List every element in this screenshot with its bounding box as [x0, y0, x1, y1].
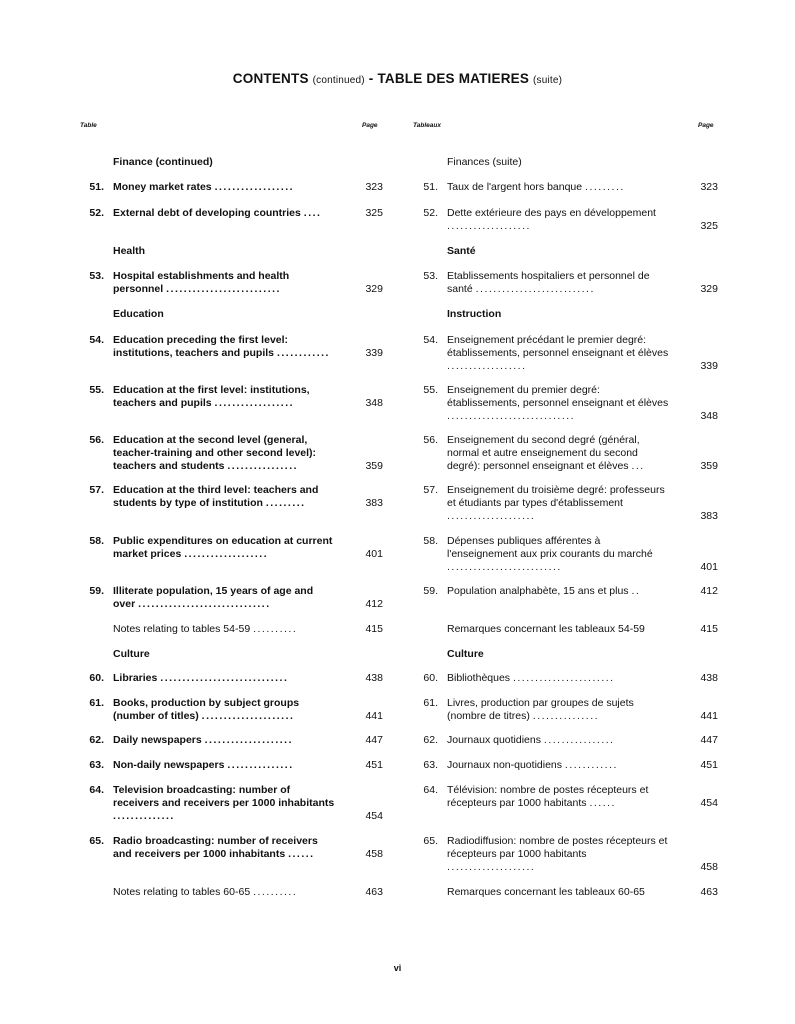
page-number-en: 454 [365, 810, 383, 822]
page-number-en: 325 [365, 207, 383, 219]
tableau-number: 56. [423, 434, 438, 446]
page-number-en: 438 [365, 672, 383, 684]
table-number: 62. [89, 734, 104, 746]
tableau-number: 60. [423, 672, 438, 684]
tableau-number: 53. [423, 270, 438, 282]
section-health-en: Health [113, 245, 146, 257]
title-fr-suffix: (suite) [533, 75, 563, 86]
tableau-number: 62. [423, 734, 438, 746]
entry-title-en[interactable]: Books, production by subject groups (number of titles) ..................... [113, 697, 300, 722]
table-number: 61. [89, 697, 104, 709]
tableau-number: 59. [423, 585, 438, 597]
entry-title-en[interactable]: Notes relating to tables 60-65 .......... [113, 886, 298, 898]
page-number-en: 339 [365, 347, 383, 359]
page-number-fr: 323 [700, 181, 718, 193]
page-number-fr: 329 [700, 283, 718, 295]
section-culture-en: Culture [113, 648, 150, 660]
page-number-fr: 325 [700, 220, 718, 232]
page-number-fr: 447 [700, 734, 718, 746]
entry-title-fr[interactable]: Enseignement du second degré (général, normal et autre enseignement du second degré): personnel enseignant et élèves ... [447, 434, 645, 472]
entry-title-en[interactable]: Television broadcasting: number of receivers and receivers per 1000 inhabitants .............. [113, 784, 335, 822]
entry-title-fr[interactable]: Livres, production par groupes de sujets (nombre de titres) ............... [447, 697, 634, 722]
title-fr: TABLE DES MATIERES [377, 71, 530, 86]
section-health-fr: Santé [447, 245, 476, 257]
page-number-en: 441 [365, 710, 383, 722]
tableau-number: 64. [423, 784, 438, 796]
page-number-en: 383 [365, 497, 383, 509]
tableau-number: 65. [423, 835, 438, 847]
table-number: 58. [89, 535, 104, 547]
page-number-en: 451 [365, 759, 383, 771]
page-number-fr: 359 [700, 460, 718, 472]
entry-title-en[interactable]: External debt of developing countries .... [113, 207, 322, 219]
table-number: 64. [89, 784, 104, 796]
table-number: 60. [89, 672, 104, 684]
page-number-fr: 401 [700, 561, 718, 573]
entry-title-fr[interactable]: Bibliothèques ....................... [447, 672, 615, 684]
column-head-table: Table [80, 122, 97, 129]
column-head-tableaux: Tableaux [413, 122, 441, 129]
page-number-en: 329 [365, 283, 383, 295]
tableau-number: 52. [423, 207, 438, 219]
tableau-number: 51. [423, 181, 438, 193]
page-number-fr: 339 [700, 360, 718, 372]
table-number: 56. [89, 434, 104, 446]
entry-title-fr[interactable]: Enseignement du troisième degré: professeurs et étudiants par types d'établissement .................... [447, 484, 665, 522]
page-number-fr: 441 [700, 710, 718, 722]
page-number-fr: 451 [700, 759, 718, 771]
section-education-en: Education [113, 308, 164, 320]
tableau-number: 58. [423, 535, 438, 547]
page-number-en: 401 [365, 548, 383, 560]
title-separator: - [368, 71, 374, 86]
entry-title-fr[interactable]: Remarques concernant les tableaux 60-65 [447, 886, 645, 898]
page-number-en: 348 [365, 397, 383, 409]
entry-title-en[interactable]: Non-daily newspapers ............... [113, 759, 294, 771]
page-number-footer: vi [393, 963, 402, 973]
table-number: 55. [89, 384, 104, 396]
entry-title-fr[interactable]: Enseignement du premier degré: établissements, personnel enseignant et élèves ............................. [447, 384, 669, 422]
page-number-fr: 438 [700, 672, 718, 684]
table-number: 53. [89, 270, 104, 282]
entry-title-fr[interactable]: Dette extérieure des pays en développement ................... [447, 207, 656, 232]
entry-title-fr[interactable]: Dépenses publiques afférentes à l'enseignement aux prix courants du marché .......................... [447, 535, 653, 573]
entry-title-fr[interactable]: Etablissements hospitaliers et personnel de santé ........................... [447, 270, 650, 295]
page-number-fr: 348 [700, 410, 718, 422]
entry-title-fr[interactable]: Télévision: nombre de postes récepteurs et récepteurs par 1000 habitants ...... [447, 784, 649, 809]
entry-title-en[interactable]: Education preceding the first level: institutions, teachers and pupils ............ [113, 334, 330, 359]
page-number-en: 458 [365, 848, 383, 860]
entry-title-fr[interactable]: Remarques concernant les tableaux 54-59 [447, 623, 645, 635]
section-culture-fr: Culture [447, 648, 484, 660]
entry-title-en[interactable]: Education at the third level: teachers and students by type of institution ......... [113, 484, 319, 509]
page-number-en: 447 [365, 734, 383, 746]
tableau-number: 54. [423, 334, 438, 346]
table-number: 57. [89, 484, 104, 496]
section-education-fr: Instruction [447, 308, 502, 320]
section-finance-en: Finance (continued) [113, 156, 213, 168]
table-number: 52. [89, 207, 104, 219]
tableau-number: 55. [423, 384, 438, 396]
entry-title-fr[interactable]: Radiodiffusion: nombre de postes récepteurs et récepteurs par 1000 habitants .................... [447, 835, 668, 873]
entry-title-fr[interactable]: Population analphabète, 15 ans et plus .. [447, 585, 641, 597]
page-number-en: 412 [365, 598, 383, 610]
entry-title-en[interactable]: Money market rates .................. [113, 181, 295, 193]
page-title [0, 71, 795, 86]
page-number-en: 359 [365, 460, 383, 472]
entry-title-fr[interactable]: Enseignement précédant le premier degré: établissements, personnel enseignant et élèves .................. [447, 334, 669, 372]
tableau-number: 63. [423, 759, 438, 771]
entry-title-fr[interactable]: Journaux non-quotidiens ............ [447, 759, 618, 771]
tableau-number: 61. [423, 697, 438, 709]
table-number: 65. [89, 835, 104, 847]
tableau-number: 57. [423, 484, 438, 496]
entry-title-en[interactable]: Illiterate population, 15 years of age and over .............................. [113, 585, 314, 610]
page-number-fr: 412 [700, 585, 718, 597]
page-number-fr: 454 [700, 797, 718, 809]
table-number: 59. [89, 585, 104, 597]
page-number-fr: 463 [700, 886, 718, 898]
entry-title-en[interactable]: Libraries ............................. [113, 672, 289, 684]
table-number: 63. [89, 759, 104, 771]
table-number: 51. [89, 181, 104, 193]
table-number: 54. [89, 334, 104, 346]
page-number-en: 463 [365, 886, 383, 898]
title-en-suffix: (continued) [312, 75, 365, 86]
column-head-page-fr: Page [698, 122, 714, 129]
entry-title-fr[interactable]: Journaux quotidiens ................ [447, 734, 615, 746]
entry-title-en[interactable]: Education at the second level (general, teacher-training and other second level): teachers and students ................ [113, 434, 317, 472]
section-finance-fr: Finances (suite) [447, 156, 522, 168]
title-en: CONTENTS [232, 71, 309, 86]
column-head-page-en: Page [362, 122, 378, 129]
page-number-fr: 383 [700, 510, 718, 522]
entry-title-en[interactable]: Daily newspapers .................... [113, 734, 293, 746]
page-number-en: 415 [365, 623, 383, 635]
entry-title-en[interactable]: Notes relating to tables 54-59 .......... [113, 623, 298, 635]
entry-title-en[interactable]: Radio broadcasting: number of receivers and receivers per 1000 inhabitants ...... [113, 835, 318, 860]
entry-title-fr[interactable]: Taux de l'argent hors banque ......... [447, 181, 625, 193]
page-number-fr: 458 [700, 861, 718, 873]
entry-title-en[interactable]: Public expenditures on education at current market prices ................... [113, 535, 333, 560]
entry-title-en[interactable]: Education at the first level: institutions, teachers and pupils .................. [113, 384, 310, 409]
page-number-fr: 415 [700, 623, 718, 635]
entry-title-en[interactable]: Hospital establishments and health personnel .......................... [113, 270, 290, 295]
page-number-en: 323 [365, 181, 383, 193]
